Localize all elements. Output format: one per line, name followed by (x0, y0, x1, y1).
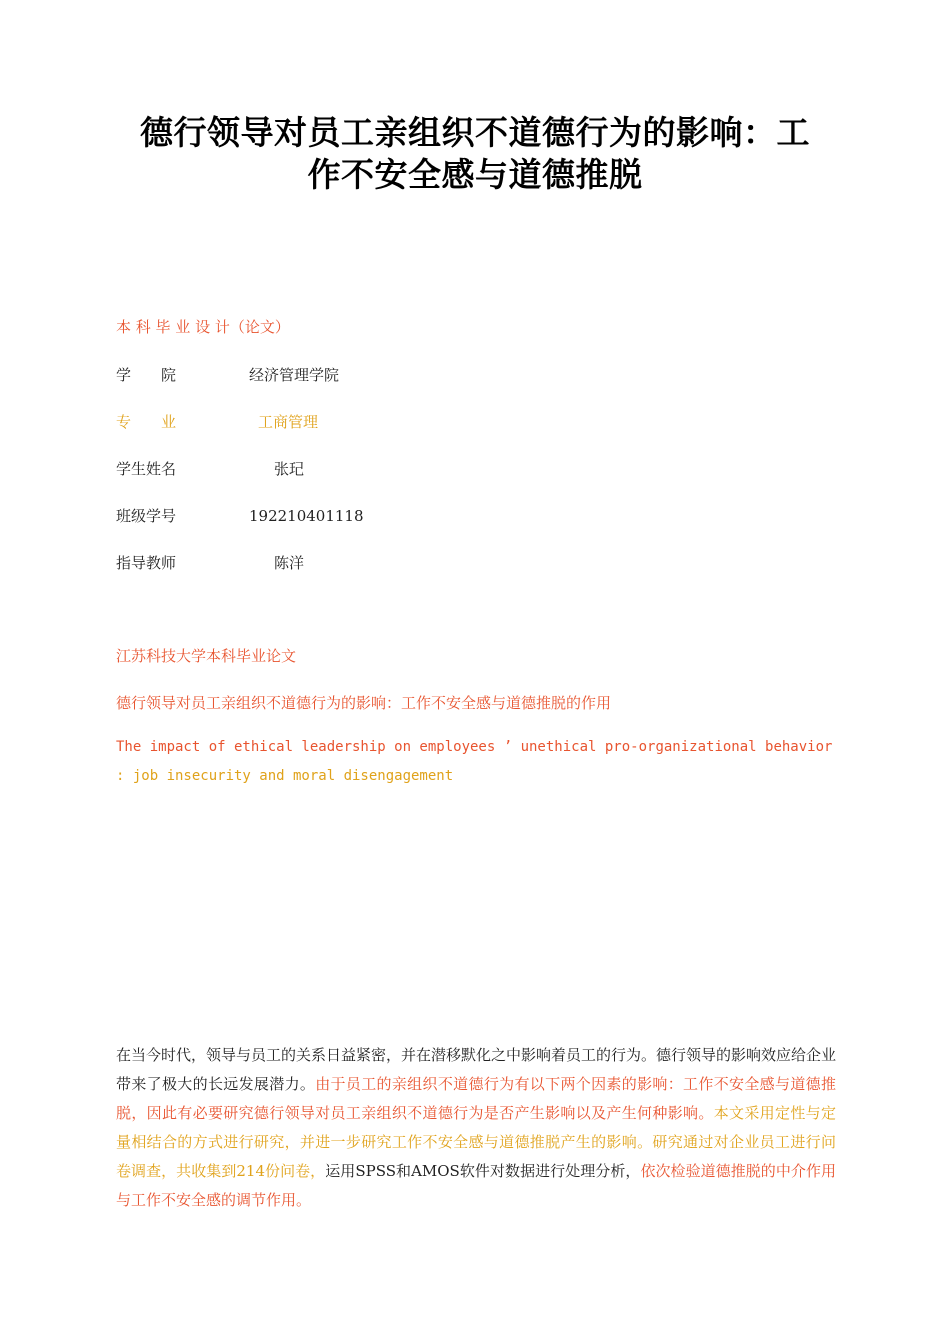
chinese-title: 德行领导对员工亲组织不道德行为的影响：工作不安全感与道德推脱的作用 (116, 694, 612, 712)
id-value: 192210401118 (249, 507, 364, 525)
title-line-1: 德行领导对员工亲组织不道德行为的影响：工 (140, 113, 810, 152)
title-line-2: 作不安全感与道德推脱 (307, 155, 643, 194)
abstract-segment-7: 依次检验道德推脱的中介作用与工作不安全感的调节作用。 (116, 1162, 836, 1209)
college-row (116, 364, 339, 385)
college-value: 经济管理学院 (249, 366, 340, 384)
document-title (80, 112, 870, 196)
advisor-label: 指导教师 (116, 554, 177, 572)
college-label: 学 院 (116, 366, 177, 384)
university-line: 江苏科技大学本科毕业论文 (116, 647, 297, 665)
abstract-segment-3: 因此有必要研究德行领导对员工亲组织不道德行为是否产生影响以及产生何种影响。 (146, 1104, 714, 1122)
major-value: 工商管理 (258, 413, 319, 431)
id-label: 班级学号 (116, 507, 177, 525)
major-label: 专 业 (116, 413, 177, 431)
student-row (116, 458, 304, 479)
english-title-line-2: : job insecurity and moral disengagement (116, 768, 454, 784)
abstract-segment-2: 由于员工的亲组织不道德行为有以下两个因素的影响：工作不安全感与道德推脱， (116, 1075, 836, 1122)
abstract-segment-4: 本文采用定性与定量相结合的方式进行研究，并进一步研究工作不安全感与道德推脱产生的影响。 (116, 1104, 836, 1151)
abstract-segment-6: 运用SPSS和AMOS软件对数据进行处理分析， (325, 1162, 641, 1180)
abstract-segment-5: 研究通过对企业员工进行问卷调查，共收集到214份问卷， (116, 1133, 836, 1180)
degree-label: 本 科 毕 业 设 计（论文） (116, 318, 290, 336)
advisor-value: 陈洋 (274, 554, 305, 572)
major-row (116, 411, 318, 432)
abstract-paragraph (116, 1041, 836, 1215)
advisor-row (116, 552, 304, 573)
student-label: 学生姓名 (116, 460, 177, 478)
id-row (116, 505, 364, 526)
english-title-line-1: The impact of ethical leadership on employees ’ unethical pro-organizational behavior (116, 739, 833, 755)
student-value: 张玘 (274, 460, 305, 478)
abstract-segment-1: 在当今时代，领导与员工的关系日益紧密，并在潜移默化之中影响着员工的行为。德行领导的影响效应给企业带来了极大的长远发展潜力。 (116, 1046, 837, 1093)
